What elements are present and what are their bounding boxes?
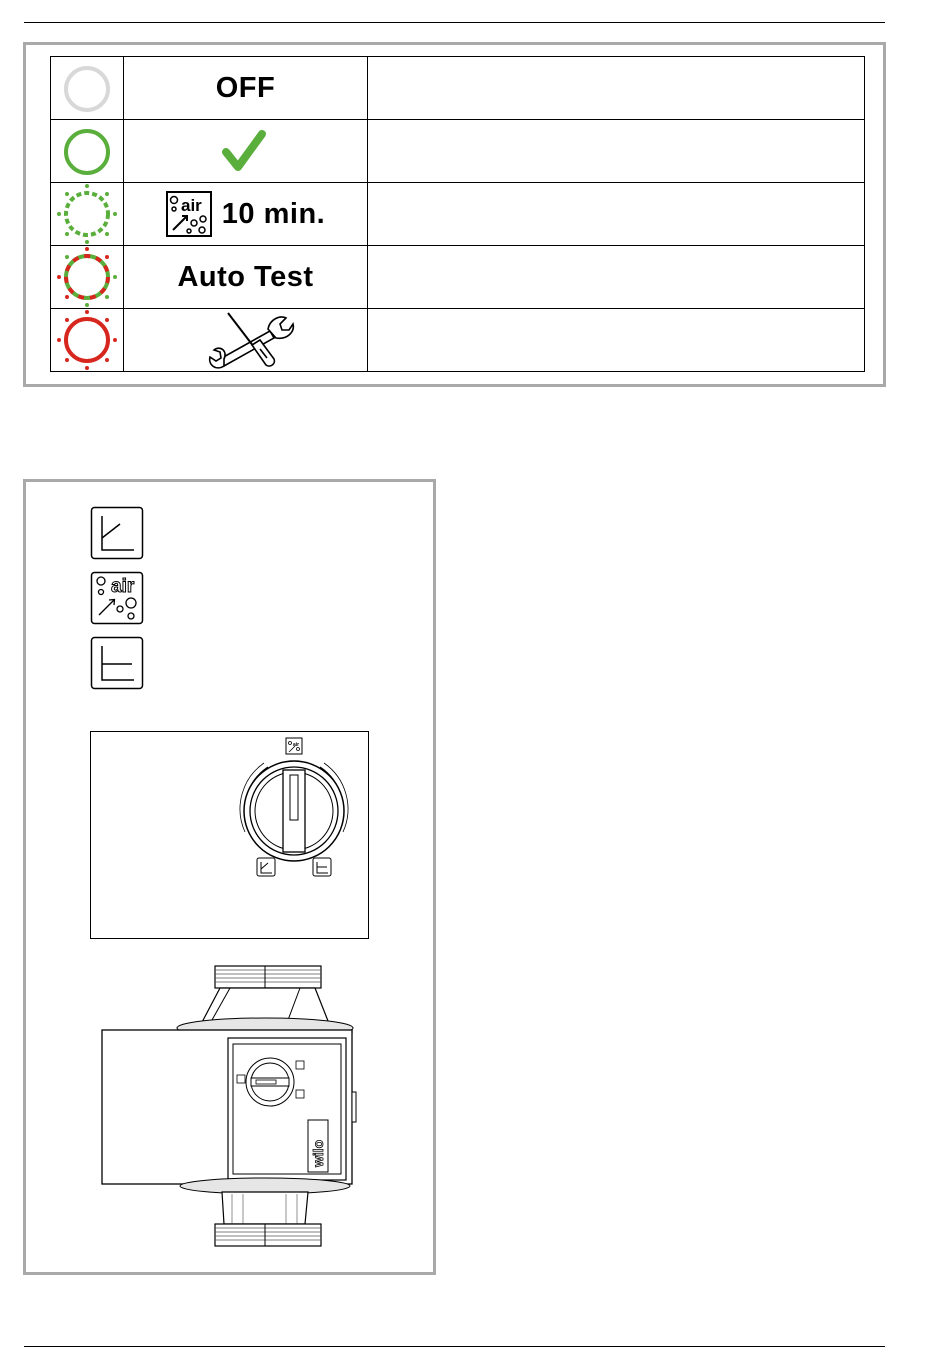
symbol-cell <box>124 183 368 246</box>
control-knob-diagram <box>230 735 360 880</box>
svg-text:air: air <box>111 576 135 597</box>
table-row <box>51 57 865 120</box>
air-venting-icon <box>286 738 302 754</box>
svg-text:air: air <box>180 196 202 215</box>
variable-pressure-icon <box>90 506 144 560</box>
symbol-cell <box>124 309 368 372</box>
table-row <box>51 309 865 372</box>
variable-pressure-icon <box>257 858 275 876</box>
symbol-cell <box>124 57 368 120</box>
auto-test-label: Auto Test <box>177 260 314 293</box>
venting-duration-label: 10 min. <box>221 197 326 230</box>
constant-pressure-icon <box>90 636 144 690</box>
description-cell <box>368 120 865 183</box>
led-off-icon <box>51 57 123 119</box>
description-cell <box>368 309 865 372</box>
description-cell <box>368 246 865 309</box>
led-red-flashing-icon <box>51 309 123 371</box>
symbol-cell <box>124 120 368 183</box>
air-venting-icon <box>90 571 144 625</box>
bottom-thread <box>215 1224 321 1246</box>
description-cell <box>368 57 865 120</box>
constant-pressure-icon <box>313 858 331 876</box>
pump-illustration <box>100 962 360 1252</box>
svg-text:wilo: wilo <box>310 1139 326 1167</box>
checkmark-icon <box>124 120 367 182</box>
led-status-table <box>50 56 865 372</box>
wilo-logo <box>308 1120 328 1172</box>
table-row <box>51 183 865 246</box>
led-green-icon <box>51 120 123 182</box>
led-green-flashing-icon <box>51 183 123 245</box>
wrench-screwdriver-icon <box>124 309 367 371</box>
air-venting-icon <box>166 191 212 237</box>
led-cell <box>51 246 124 309</box>
svg-text:air: air <box>293 742 300 748</box>
symbol-cell <box>124 246 368 309</box>
led-cell <box>51 120 124 183</box>
table-row <box>51 246 865 309</box>
led-cell <box>51 57 124 120</box>
top-rule <box>24 22 885 23</box>
led-red-green-flashing-icon <box>51 246 123 308</box>
top-thread <box>200 966 330 1026</box>
off-label: OFF <box>215 71 276 104</box>
bottom-rule <box>24 1346 885 1347</box>
description-cell <box>368 183 865 246</box>
table-row <box>51 120 865 183</box>
led-cell <box>51 309 124 372</box>
led-cell <box>51 183 124 246</box>
